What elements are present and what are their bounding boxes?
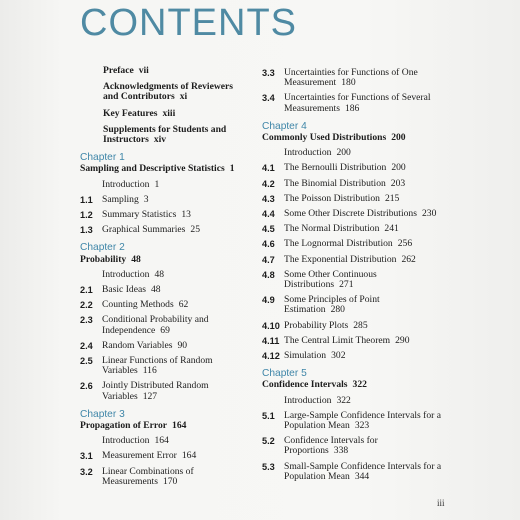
toc-entry: Introduction 322 [284,394,351,406]
toc-entry: 2.6 Jointly Distributed Random Variables 127 [80,380,209,402]
toc-entry: 5.1 Large-Sample Confidence Intervals for a Population Mean 323 [262,409,441,432]
toc-entry: 2.1 Basic Ideas 48 [80,284,161,296]
toc-entry: 3.1 Measurement Error 164 [80,450,197,462]
chapter-label: Chapter 2 [80,242,125,254]
toc-entry: 2.2 Counting Methods 62 [80,299,189,311]
toc-entry: 1.2 Summary Statistics 13 [80,209,191,221]
toc-entry: 4.2 The Binomial Distribution 203 [262,177,406,189]
chapter-title: Propagation of Error 164 [80,420,187,432]
toc-entry: 5.3 Small-Sample Confidence Intervals for a Population Mean 344 [262,460,442,482]
toc-entry: 3.2 Linear Combinations of Measurements 170 [80,465,194,487]
toc-entry: 4.11 The Central Limit Theorem 290 [262,334,410,346]
front-matter-item: Preface vii [103,65,149,76]
chapter-label: Chapter 4 [262,120,307,132]
chapter-label: Chapter 3 [80,408,125,420]
toc-entry: Introduction 200 [284,147,351,159]
chapter-title: Confidence Intervals 322 [262,379,367,391]
toc-entry: 2.5 Linear Functions of Random Variables 116 [80,355,213,377]
toc-entry: Introduction 164 [102,435,169,447]
toc-entry: 4.7 The Exponential Distribution 262 [262,253,416,265]
toc-entry: Introduction 1 [102,178,160,190]
chapter-title: Commonly Used Distributions 200 [262,132,406,144]
toc-entry: 4.8 Some Other Continuous Distributions 271 [262,268,377,291]
toc-entry: 2.3 Conditional Probability and Independence 69 [80,314,209,336]
toc-entry: 5.2 Confidence Intervals for Proportions 338 [262,435,378,457]
front-matter-item: Acknowledgments of Reviewers and Contributors xi [103,81,234,103]
toc-entry: 4.5 The Normal Distribution 241 [262,223,399,235]
toc-entry: 3.3 Uncertainties for Functions of One Measurement 180 [262,67,418,89]
front-matter-item: Key Features xiii [103,107,176,119]
toc-entry: 4.6 The Lognormal Distribution 256 [262,238,413,250]
toc-entry: 4.1 The Bernoulli Distribution 200 [262,162,406,174]
toc-entry: 1.3 Graphical Summaries 25 [80,224,200,236]
toc-entry: 1.1 Sampling 3 [80,193,149,205]
chapter-title: Probability 48 [80,253,141,265]
front-matter [80,66,250,145]
toc-left-column [80,66,250,487]
toc-entry: 4.12 Simulation 302 [262,350,346,362]
toc-entry: 4.10 Probability Plots 285 [262,319,368,331]
toc-entry: Introduction 48 [102,268,165,280]
chapter-title: Sampling and Descriptive Statistics 1 [80,163,235,175]
toc-entry: 4.3 The Poisson Distribution 215 [262,192,400,204]
toc-entry: 2.4 Random Variables 90 [80,339,188,351]
front-matter-item: Supplements for Students and Instructors xiv [103,123,227,146]
toc-right-column [262,66,442,482]
chapter-label: Chapter 1 [80,152,125,164]
toc-entry: 3.4 Uncertainties for Functions of Several Measurements 186 [262,92,431,114]
page-title: CONTENTS [80,2,297,44]
page-number: iii [437,498,445,508]
toc-entry: 4.4 Some Other Discrete Distributions 230 [262,208,437,220]
toc-entry: 4.9 Some Principles of Point Estimation 280 [262,294,380,316]
chapter-label: Chapter 5 [262,368,307,380]
